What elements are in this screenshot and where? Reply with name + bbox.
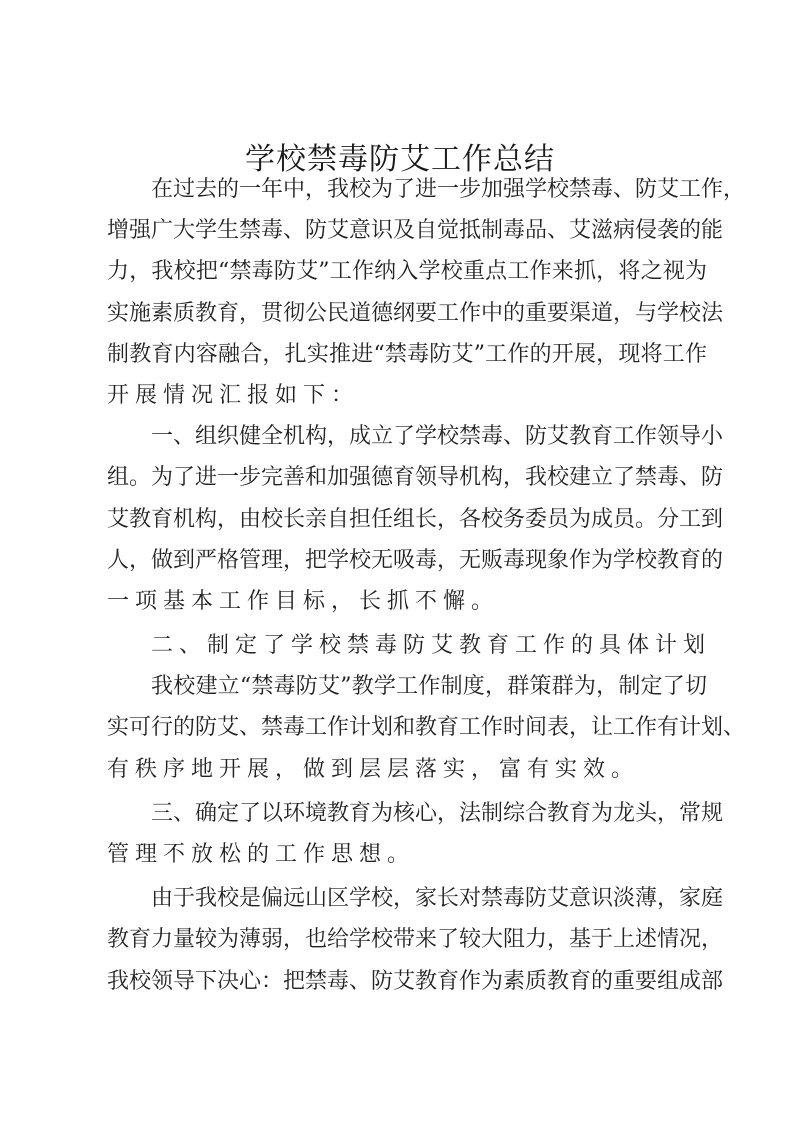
section-heading-2: 二、制定了学校禁毒防艾教育工作的具体计划 — [151, 633, 712, 659]
paragraph-line: 组。为了进一步完善和加强德育领导机构，我校建立了禁毒、防 — [107, 465, 724, 491]
paragraph-line: 增强广大学生禁毒、防艾意识及自觉抵制毒品、艾滋病侵袭的能 — [107, 218, 724, 244]
paragraph-line: 在过去的一年中，我校为了进一步加强学校禁毒、防艾工作， — [151, 177, 746, 202]
paragraph-line: 由于我校是偏远山区学校，家长对禁毒防艾意识淡薄，家庭 — [151, 886, 724, 912]
document-title: 学校禁毒防艾工作总结 — [245, 142, 555, 177]
paragraph-line: 教育力量较为薄弱，也给学校带来了较大阻力，基于上述情况， — [107, 927, 724, 953]
paragraph-line: 制教育内容融合，扎实推进“禁毒防艾”工作的开展，现将工作 — [107, 341, 707, 367]
paragraph-line: 有秩序地开展，做到层层落实，富有实效。 — [107, 756, 640, 782]
paragraph-line: 我校领导下决心：把禁毒、防艾教育作为素质教育的重要组成部 — [107, 968, 724, 994]
paragraph-line: 开展情况汇报如下： — [107, 382, 360, 408]
paragraph-line: 一项基本工作目标，长抓不懈。 — [107, 588, 500, 614]
paragraph-line: 人，做到严格管理，把学校无吸毒，无贩毒现象作为学校教育的 — [107, 547, 724, 573]
document-body — [107, 169, 746, 1002]
section-heading-1: 一、组织健全机构，成立了学校禁毒、防艾教育工作领导小 — [151, 424, 724, 450]
paragraph-line: 我校建立“禁毒防艾”教学工作制度，群策群为，制定了切 — [151, 674, 707, 700]
section-heading-3: 三、确定了以环境教育为核心，法制综合教育为龙头，常规 — [151, 800, 724, 826]
paragraph-line: 实施素质教育，贯彻公民道德纲要工作中的重要渠道，与学校法 — [107, 300, 724, 326]
paragraph-line: 艾教育机构，由校长亲自担任组长，各校务委员为成员。分工到 — [107, 506, 724, 532]
paragraph-line: 实可行的防艾、禁毒工作计划和教育工作时间表，让工作有计划、 — [107, 715, 746, 741]
paragraph-line: 力，我校把“禁毒防艾”工作纳入学校重点工作来抓，将之视为 — [107, 259, 707, 285]
paragraph-line: 管理不放松的工作思想。 — [107, 842, 416, 867]
